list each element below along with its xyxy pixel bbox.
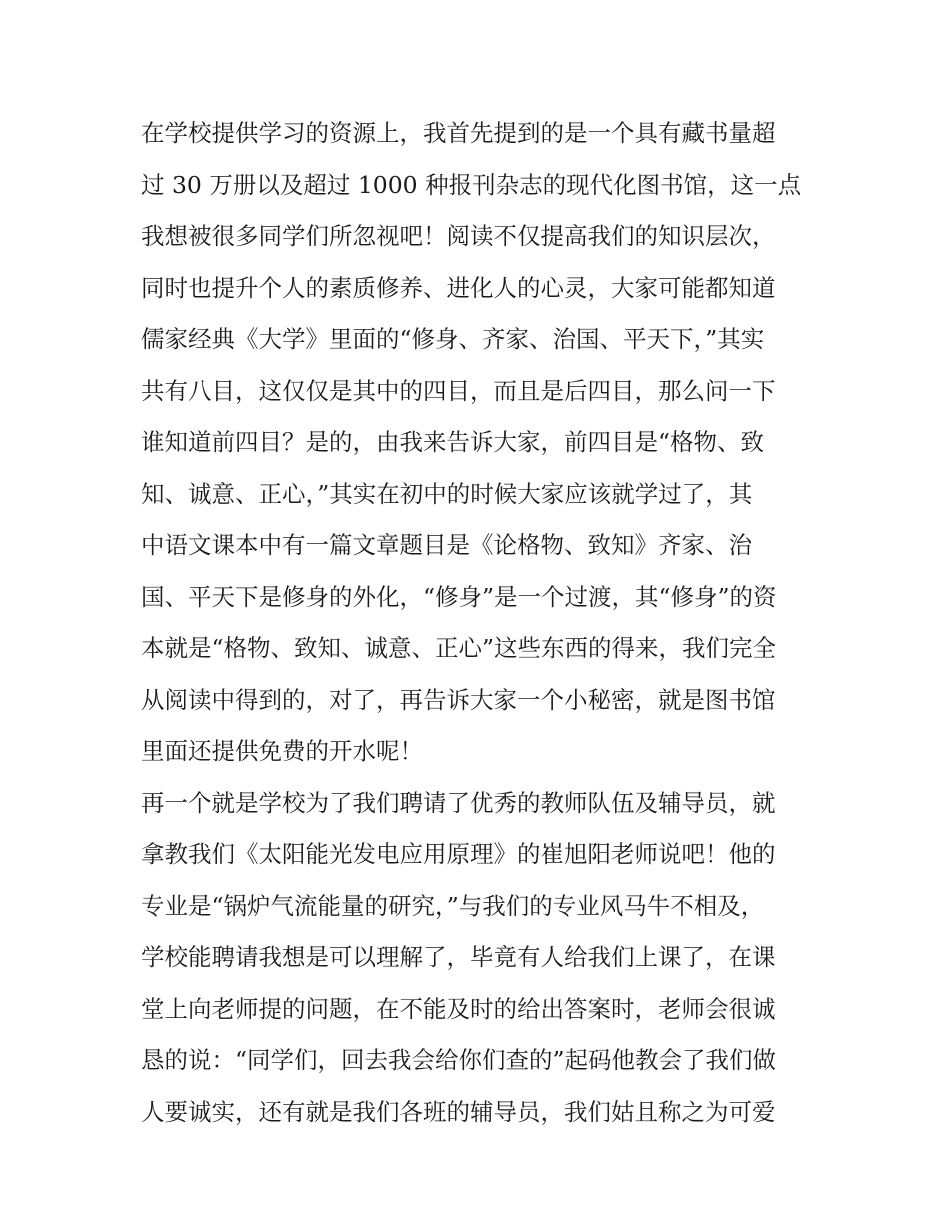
text-line-3: 我想被很多同学们所忽视吧！阅读不仅提高我们的知识层次，: [141, 222, 776, 250]
text-line-8: 知、诚意、正心，”其实在初中的时候大家应该就学过了，其: [141, 479, 753, 508]
text-line-11: 本就是“格物、致知、诚意、正心”这些东西的得来，我们完全: [141, 634, 777, 662]
text-line-15: 拿教我们《太阳能光发电应用原理》的崔旭阳老师说吧！他的: [141, 840, 776, 868]
text-line-14: 再一个就是学校为了我们聘请了优秀的教师队伍及辅导员，就: [141, 788, 776, 817]
text-line-12: 从阅读中得到的，对了，再告诉大家一个小秘密，就是图书馆: [141, 685, 776, 714]
text-line-18: 堂上向老师提的问题，在不能及时的给出答案时，老师会很诚: [141, 994, 776, 1023]
text-line-19: 恳的说：“同学们，回去我会给你们查的”起码他教会了我们做: [141, 1046, 777, 1074]
text-line-1: 在学校提供学习的资源上，我首先提到的是一个具有藏书量超: [141, 119, 776, 147]
text-line-17: 学校能聘请我想是可以理解了，毕竟有人给我们上课了，在课: [141, 943, 776, 971]
text-line-4: 同时也提升个人的素质修养、进化人的心灵，大家可能都知道: [141, 273, 776, 302]
text-line-13: 里面还提供免费的开水呢！: [141, 737, 423, 765]
text-line-2: 过 30 万册以及超过 1000 种报刊杂志的现代化图书馆，这一点: [141, 170, 802, 199]
text-line-20: 人要诚实，还有就是我们各班的辅导员，我们姑且称之为可爱: [141, 1097, 776, 1126]
text-line-10: 国、平天下是修身的外化，“修身”是一个过渡，其“修身”的资: [141, 582, 777, 611]
text-line-9: 中语文课本中有一篇文章题目是《论格物、致知》齐家、治: [141, 531, 752, 559]
text-line-5: 儒家经典《大学》里面的“修身、齐家、治国、平天下，”其实: [141, 325, 765, 353]
text-line-7: 谁知道前四目？是的，由我来告诉大家，前四目是“格物、致: [141, 428, 765, 456]
body-text: [141, 108, 821, 1138]
text-line-16: 专业是“锅炉气流能量的研究，”与我们的专业风马牛不相及，: [141, 891, 765, 920]
text-line-6: 共有八目，这仅仅是其中的四目，而且是后四目，那么问一下: [141, 376, 776, 405]
